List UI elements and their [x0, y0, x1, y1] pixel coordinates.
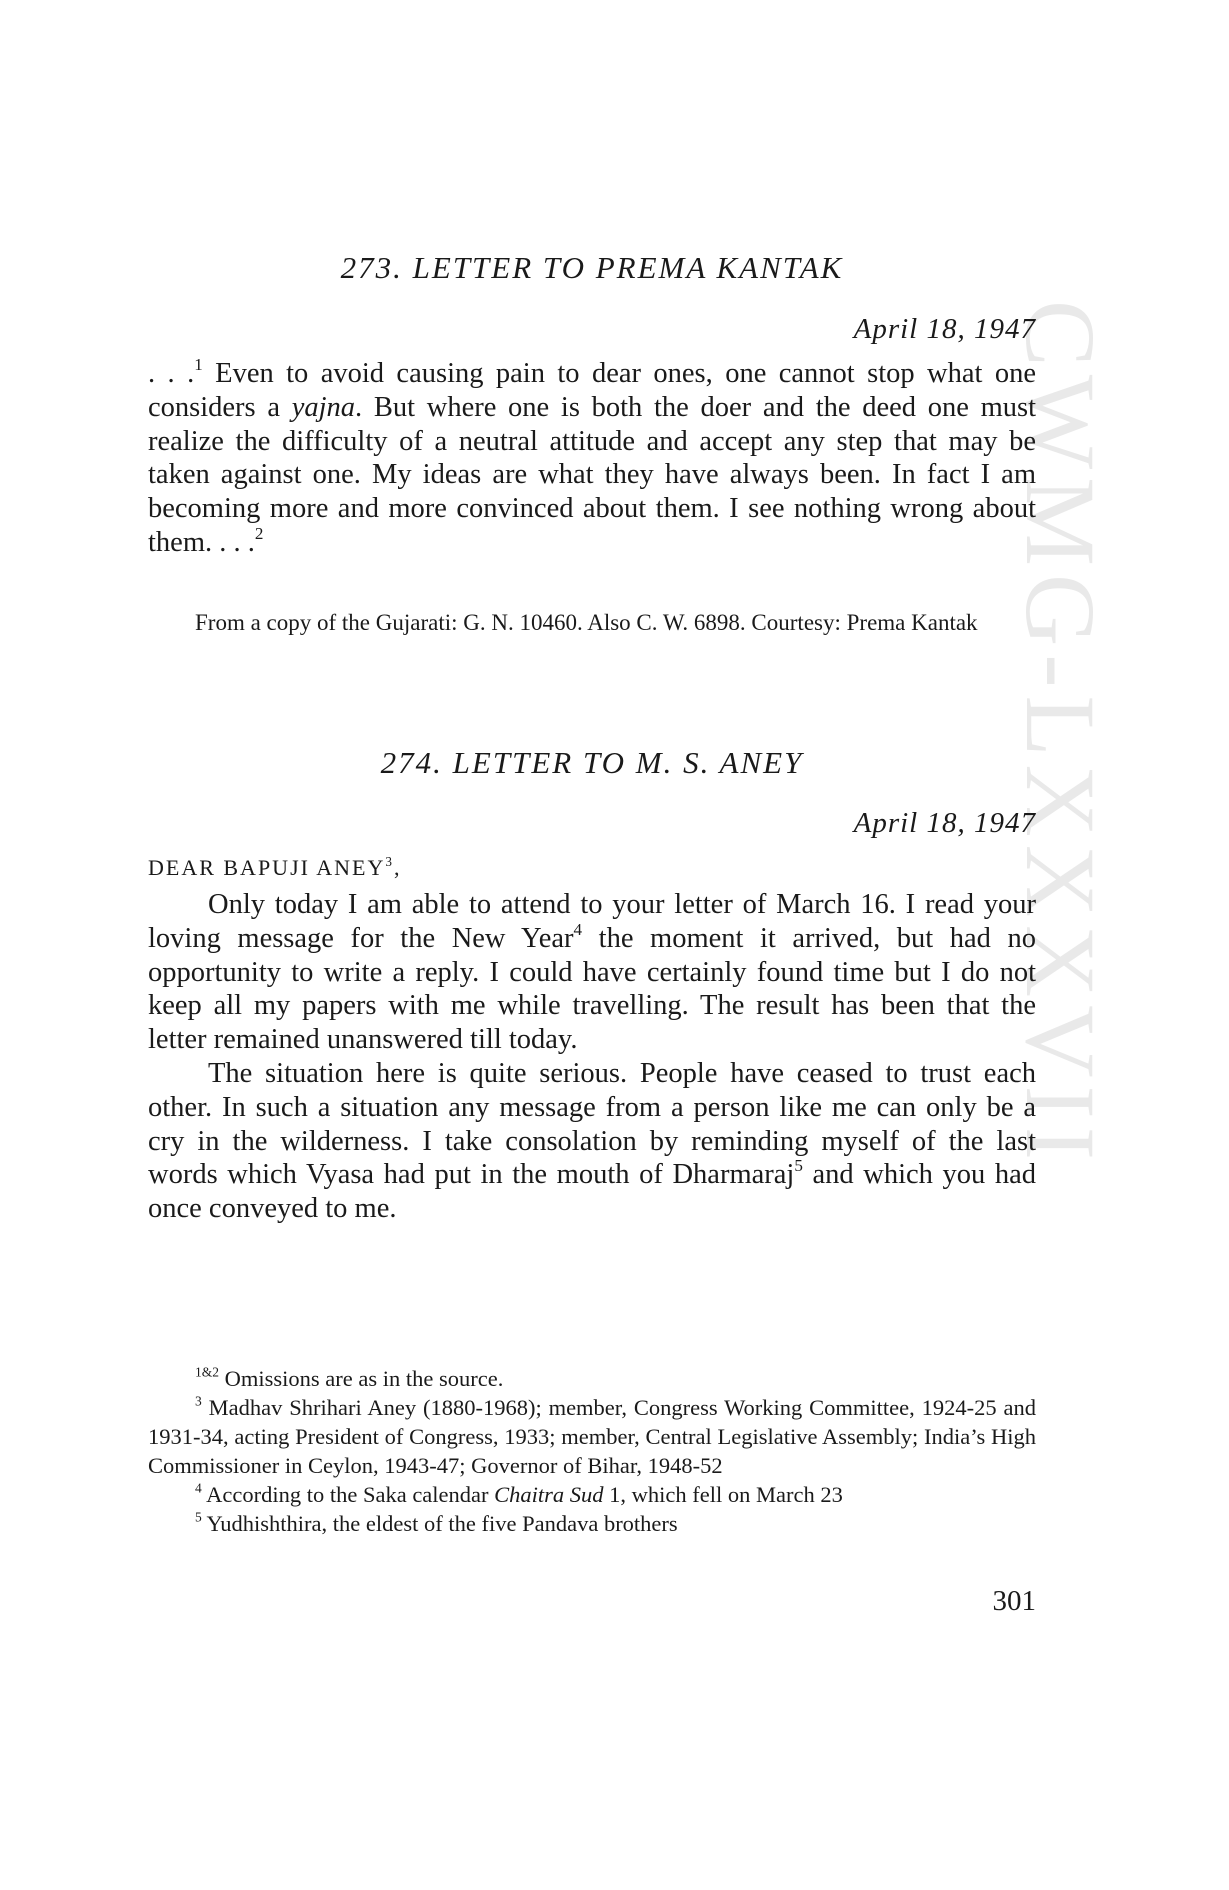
page-number: 301: [992, 1585, 1036, 1617]
footnote-marker: 1&2: [195, 1364, 220, 1380]
body-text-part: Even to avoid causing pain to dear ones, one cannot stop what one considers a: [148, 358, 1037, 423]
paragraph: [148, 888, 1036, 1057]
footnote-1-2: [148, 1364, 1036, 1393]
footnote-ref-4: 4: [573, 919, 583, 939]
salutation-text: DEAR BAPUJI ANEY: [148, 855, 386, 880]
footnote-text: 1, which fell on March 23: [603, 1482, 843, 1507]
footnote-marker: 5: [195, 1509, 202, 1525]
footnote-text: Yudhishthira, the eldest of the five Pandava brothers: [201, 1511, 678, 1536]
letter-274-body: [148, 888, 1036, 1226]
paragraph-text: the moment it arrived, but had no opportunity to write a reply. I could have certainly found time but I do not keep all my papers with me while travelling. The result has been that the letter remained unanswered till today.: [148, 922, 1036, 1056]
salutation-comma: ,: [393, 855, 402, 880]
footnotes: [148, 1364, 1036, 1538]
footnote-marker: 3: [195, 1393, 202, 1409]
letter-274-date: April 18, 1947: [853, 807, 1036, 839]
footnote-text: Omissions are as in the source.: [219, 1366, 504, 1391]
paragraph: [148, 1057, 1036, 1226]
ellipsis: . . .: [148, 358, 195, 389]
letter-273-date: April 18, 1947: [853, 313, 1036, 345]
letter-273-source: From a copy of the Gujarati: G. N. 10460. Also C. W. 6898. Courtesy: Prema Kantak: [195, 610, 978, 635]
footnote-4: [148, 1480, 1036, 1509]
paragraph-text: The situation here is quite serious. People have ceased to trust each other. In such a situation any message from a person like me can only be a cry in the wilderness. I take consolation by reminding myself of the last words which Vyasa had put in the mouth of Dharmaraj: [148, 1057, 1036, 1191]
footnote-ref-5: 5: [794, 1156, 803, 1176]
letter-274-heading: 274. LETTER TO M. S. ANEY: [380, 745, 804, 780]
letter-273-body: [148, 357, 1036, 560]
paragraph-text: and which you had once conveyed to me.: [148, 1159, 1037, 1225]
salutation: [148, 855, 401, 881]
footnote-text: Madhav Shrihari Aney (1880-1968); member, Congress Working Committee, 1924-25 and 1931-34, acting President of Congress, 1933; member, Central Legislative Assembly; India’s High Commissioner in Ceylon, 1943-47; Governor of Bihar, 1948-52: [148, 1395, 1036, 1478]
body-text-part: . But where one is both the doer and the deed one must realize the difficulty of a neutral attitude and accept any step that may be taken against one. My ideas are what they have always been. In fact I am becoming more and more convinced about them. I see nothing wrong about them. . . .: [148, 391, 1036, 558]
footnote-ref-1: 1: [194, 355, 203, 375]
chaitra-sud-term: Chaitra Sud: [494, 1482, 604, 1507]
footnote-marker: 4: [195, 1480, 202, 1496]
yajna-term: yajna: [291, 391, 356, 423]
watermark: CWMG-LXXXVII: [1005, 300, 1116, 1169]
footnote-text: According to the Saka calendar: [201, 1482, 495, 1507]
paragraph-text: Only today I am able to attend to your letter of March 16. I read your loving message for the New Year: [148, 889, 1036, 954]
footnote-3: [148, 1393, 1036, 1480]
letter-273-heading: 273. LETTER TO PREMA KANTAK: [340, 250, 844, 285]
footnote-5: [148, 1509, 1036, 1538]
footnote-ref-3: 3: [385, 853, 394, 869]
footnote-ref-2: 2: [254, 524, 264, 544]
